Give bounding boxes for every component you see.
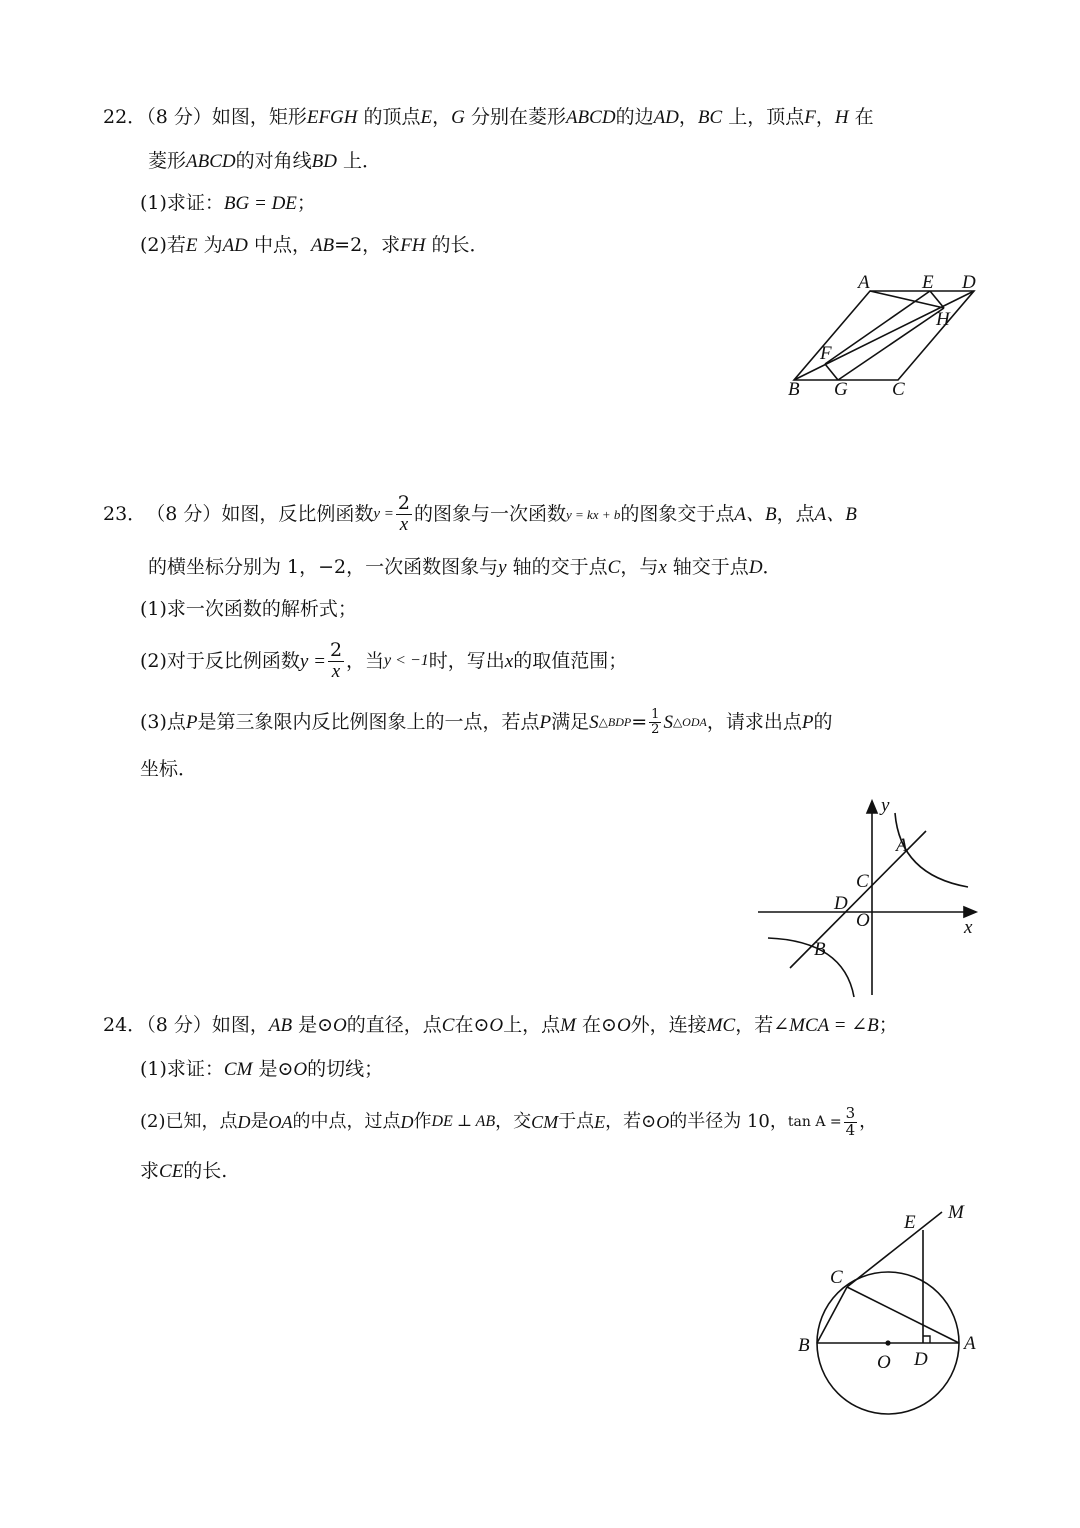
text: =2，求 — [334, 234, 401, 256]
label-c: C — [830, 1267, 843, 1288]
label-g: G — [834, 379, 848, 400]
var: OA — [268, 1112, 293, 1132]
text: (1)求一次函数的解析式； — [140, 598, 357, 620]
text: 如图， — [211, 1014, 269, 1036]
q23-line2 — [148, 558, 782, 577]
q23-score: （8 分） — [146, 502, 222, 525]
expr: y < −1 — [384, 652, 429, 669]
text: 的直径，点 — [346, 1014, 442, 1036]
fraction-3-over-4 — [844, 1103, 858, 1139]
var: y — [498, 557, 507, 578]
text: = — [631, 710, 648, 733]
fraction-2-over-x — [396, 491, 412, 535]
fraction-num: 2 — [329, 638, 343, 661]
label-b: B — [788, 379, 800, 400]
var: G — [451, 107, 465, 128]
text: (2)已知，点 — [140, 1111, 238, 1132]
text: 的 — [813, 710, 833, 733]
label-c: C — [856, 871, 869, 892]
text: 作 — [413, 1111, 432, 1132]
text: 的半径为 10， — [669, 1111, 788, 1132]
text: 的取值范围； — [513, 649, 628, 672]
var: AD — [222, 235, 248, 256]
text: ，若 — [735, 1014, 774, 1036]
label-f: F — [820, 343, 832, 364]
text: 是⊙ — [292, 1014, 334, 1036]
chord-ca — [847, 1287, 959, 1343]
label-a: A — [896, 835, 908, 856]
diagonal-bd — [794, 291, 974, 380]
var: P — [801, 711, 814, 733]
expr: BG = DE — [223, 193, 297, 214]
text: 在⊙ — [575, 1014, 617, 1036]
text: 的中点，过点 — [292, 1111, 401, 1132]
text: 满足 — [551, 710, 590, 733]
text: 的横坐标分别为 1，−2，一次函数图象与 — [148, 556, 499, 578]
text: 求 — [140, 1160, 160, 1182]
text: ，点 — [776, 502, 815, 525]
var: C — [441, 1015, 455, 1036]
text: 上，点 — [503, 1014, 561, 1036]
label-x: x — [964, 917, 973, 938]
q23-part2 — [140, 638, 627, 684]
var: D — [400, 1112, 414, 1132]
expr: y = kx + b — [565, 506, 621, 522]
text: ，请求出点 — [706, 710, 802, 733]
text: 的图象与一次函数 — [413, 502, 566, 525]
fraction-den: 4 — [845, 1120, 856, 1139]
fraction-den: x — [399, 513, 409, 535]
var: H — [834, 107, 849, 128]
label-y: y — [881, 795, 890, 816]
var: P — [539, 711, 552, 733]
var: E — [594, 1112, 606, 1132]
text: 的长. — [183, 1160, 228, 1182]
chord-bc — [817, 1287, 847, 1343]
text: 外，连接 — [630, 1014, 707, 1036]
subscript: △BDP — [598, 715, 632, 729]
var: CM — [223, 1059, 253, 1080]
var: x — [658, 557, 667, 578]
label-e: E — [904, 1212, 916, 1233]
text: (1)求证： — [140, 192, 224, 214]
fraction-den: x — [331, 660, 341, 682]
q24-part2 — [140, 1100, 877, 1144]
text: 的长． — [425, 234, 489, 256]
q24-number: 24． — [103, 1014, 147, 1036]
fraction-half — [649, 708, 661, 736]
text: (1)求证： — [140, 1058, 224, 1080]
var: E — [420, 107, 433, 128]
text: 为 — [197, 234, 223, 256]
label-o: O — [856, 910, 870, 931]
text: 是⊙ — [252, 1058, 294, 1080]
var: C — [607, 557, 621, 578]
expr: ∠MCA = ∠B — [773, 1015, 879, 1036]
label-o: O — [877, 1352, 891, 1373]
label-d: D — [834, 893, 848, 914]
text: 如图，矩形 — [211, 106, 307, 128]
var: D — [237, 1112, 251, 1132]
var: AB — [310, 235, 335, 256]
q24-figure — [790, 1190, 990, 1490]
q23-figure — [758, 795, 988, 1005]
text: 的对角线 — [235, 150, 312, 172]
fraction-den: 2 — [651, 721, 660, 737]
text: ， — [432, 106, 452, 128]
var: O — [616, 1015, 631, 1036]
q24-part2-line2 — [140, 1162, 227, 1181]
text: 菱形 — [148, 150, 187, 172]
text: ，若⊙ — [605, 1111, 657, 1132]
text: 如图，反比例函数 — [221, 502, 374, 525]
label-h: H — [936, 309, 950, 330]
text: ； — [878, 1014, 898, 1036]
var: CE — [159, 1161, 184, 1182]
label-m: M — [948, 1202, 964, 1223]
text: 轴交于点 — [666, 556, 749, 578]
q24-part1 — [140, 1060, 383, 1079]
text: (2)若 — [140, 234, 186, 256]
center-dot — [886, 1341, 890, 1345]
text: 分别在菱形 — [464, 106, 566, 128]
label-b: B — [798, 1335, 810, 1356]
text: 是 — [250, 1111, 269, 1132]
right-angle-mark — [923, 1336, 930, 1343]
var: AB — [268, 1015, 293, 1036]
text: ， — [815, 106, 835, 128]
q22-line1 — [103, 108, 874, 127]
text: 的边 — [615, 106, 654, 128]
var: BC — [697, 107, 723, 128]
label-d: D — [914, 1349, 928, 1370]
var: BD — [311, 151, 337, 172]
var: AD — [653, 107, 679, 128]
var: x — [504, 650, 514, 672]
text: ． — [762, 556, 782, 578]
label-c: C — [892, 379, 905, 400]
tangent-cm — [847, 1212, 942, 1287]
label-a: A — [858, 272, 870, 293]
var: MC — [706, 1015, 736, 1036]
text: 是第三象限内反比例图象上的一点，若点 — [197, 710, 540, 733]
q24-line1 — [103, 1016, 898, 1035]
q23-line1 — [103, 492, 857, 536]
var: A、B — [814, 503, 857, 525]
q23-part3-line2 — [140, 760, 197, 779]
q22-number: 22． — [103, 106, 147, 128]
fraction-num: 1 — [651, 706, 660, 722]
var: O — [333, 1015, 347, 1036]
text: ； — [296, 192, 316, 214]
q22-score: （8 分） — [146, 106, 212, 128]
var: ABCD — [565, 107, 616, 128]
var: F — [804, 107, 816, 128]
var: P — [185, 711, 198, 733]
expr: DE ⊥ AB — [431, 1113, 496, 1130]
x-axis-arrow — [964, 907, 976, 917]
q22-line2 — [148, 152, 381, 171]
text: 轴的交于点 — [506, 556, 608, 578]
text: ， — [859, 1111, 878, 1132]
q23-part3 — [140, 702, 832, 742]
label-a: A — [964, 1333, 976, 1354]
q22-part2 — [140, 236, 489, 255]
text: ， — [678, 106, 698, 128]
text: (2)对于反比例函数 — [140, 649, 300, 672]
fraction-num: 3 — [845, 1103, 856, 1122]
var: S — [663, 711, 673, 733]
subscript: △ODA — [672, 715, 707, 729]
text: ，当 — [346, 649, 385, 672]
var: EFGH — [306, 107, 358, 128]
text: 上． — [336, 150, 382, 172]
text: ，与 — [620, 556, 659, 578]
var: D — [748, 557, 763, 578]
q23-part1 — [140, 600, 357, 619]
text: 上，顶点 — [722, 106, 805, 128]
q22-part1 — [140, 194, 316, 213]
var: A、B — [734, 503, 777, 525]
var: S — [589, 711, 599, 733]
var: FH — [400, 235, 426, 256]
var: O — [656, 1112, 670, 1132]
text: 于点 — [558, 1111, 595, 1132]
q23-number: 23． — [103, 502, 147, 525]
text: 中点， — [247, 234, 311, 256]
var: O — [293, 1059, 308, 1080]
text: 的切线； — [307, 1058, 384, 1080]
label-d: D — [962, 272, 976, 293]
label-b: B — [814, 939, 826, 960]
text: 在⊙ — [454, 1014, 490, 1036]
fraction-num: 2 — [397, 491, 410, 514]
fraction-2-over-x — [328, 638, 344, 682]
q24-score: （8 分） — [146, 1014, 212, 1036]
label-e: E — [922, 272, 934, 293]
y-axis-arrow — [867, 801, 877, 813]
q22-figure — [780, 270, 1000, 405]
text: ，交 — [495, 1111, 532, 1132]
var: CM — [531, 1112, 559, 1132]
expr: y = — [373, 505, 394, 522]
var: E — [185, 235, 198, 256]
expr: tan A = — [787, 1114, 842, 1130]
var: O — [489, 1015, 504, 1036]
text: 在 — [848, 106, 874, 128]
expr: y = — [299, 650, 326, 672]
text: 的顶点 — [357, 106, 421, 128]
text: 时，写出 — [428, 649, 505, 672]
text: 坐标． — [140, 758, 198, 780]
var: M — [560, 1015, 576, 1036]
text: 的图象交于点 — [620, 502, 735, 525]
rect-side-fg — [825, 364, 838, 380]
text: (3)点 — [140, 710, 186, 733]
var: ABCD — [186, 151, 236, 172]
